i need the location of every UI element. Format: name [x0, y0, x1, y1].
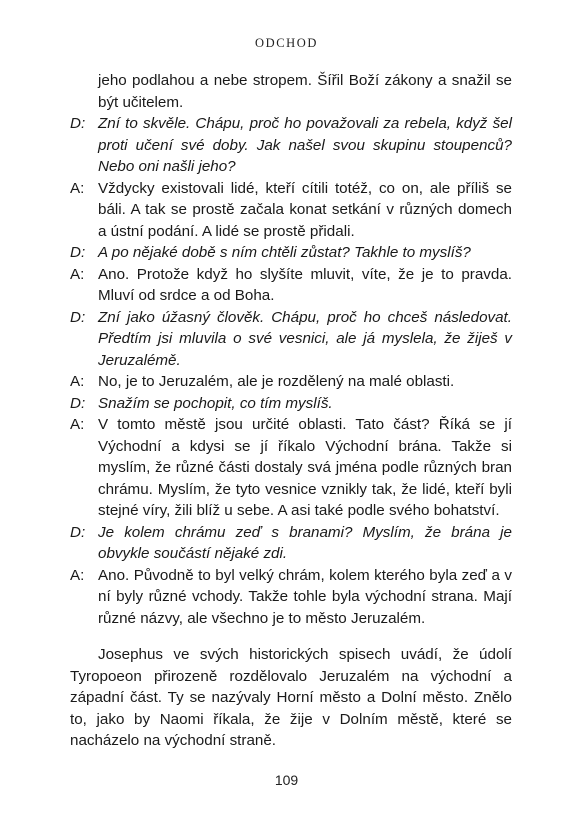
speaker-label: A: — [70, 566, 85, 584]
dialogue-text: No, je to Jeruzalém, ale je rozdělený na malé oblasti. — [98, 373, 455, 390]
dialogue-entry — [70, 113, 512, 178]
dialogue-entry — [70, 264, 512, 307]
dialogue-entry — [70, 565, 512, 630]
speaker-label: D: — [70, 115, 86, 132]
running-header: ODCHOD — [254, 36, 319, 50]
body-paragraph: Josephus ve svých historických spisech uvádí, že údolí Tyropoeon přirozeně rozdělovalo Jeruzalém na východní a západní část. Ty se nazývaly Horní město a Dolní město. Znělo to, jako by Naomi říkala, že žije v Dolním městě, které se nacházelo na východní straně. — [70, 646, 512, 749]
speaker-label: D: — [70, 244, 86, 261]
speaker-label: D: — [70, 394, 86, 412]
dialogue-text: Ano. Původně to byl velký chrám, kolem kterého byla zeď a v ní byly různé vchody. Takže tohle byla východní strana. Mají různé názvy, ale všechno je to město Jeruzalém. — [98, 566, 512, 627]
dialogue-block — [70, 70, 512, 629]
dialogue-entry — [70, 70, 512, 113]
dialogue-entry — [70, 522, 512, 565]
speaker-label: D: — [70, 308, 86, 326]
dialogue-text: Zní jako úžasný člověk. Chápu, proč ho chceš následovat. Předtím jsi mluvila o své vesnici, ale já myslela, že žiješ v Jeruzalémě. — [98, 308, 512, 369]
dialogue-entry — [70, 371, 512, 393]
page-number: 109 — [274, 772, 299, 788]
dialogue-entry — [70, 178, 512, 243]
dialogue-text: A po nějaké době s ním chtěli zůstat? Takhle to myslíš? — [98, 244, 471, 261]
dialogue-text: jeho podlahou a nebe stropem. Šířil Boží zákony a snažil se být učitelem. — [98, 72, 512, 111]
dialogue-entry — [70, 307, 512, 372]
speaker-label: A: — [70, 416, 85, 433]
dialogue-text: Ano. Protože když ho slyšíte mluvit, víte, že je to pravda. Mluví od srdce a od Boha. — [98, 265, 512, 304]
speaker-label: A: — [70, 265, 85, 283]
dialogue-text: Zní to skvěle. Chápu, proč ho považovali za rebela, když šel proti učení své doby. Jak našel svou skupinu stoupenců? Nebo oni našli jeho? — [98, 115, 512, 175]
speaker-label — [70, 70, 98, 113]
speaker-label: A: — [70, 179, 85, 197]
speaker-label: D: — [70, 523, 86, 541]
dialogue-entry — [70, 242, 512, 264]
dialogue-text: Je kolem chrámu zeď s branami? Myslím, že brána je obvykle součástí nějaké zdi. — [98, 523, 512, 562]
dialogue-text: Vždycky existovali lidé, kteří cítili totéž, co on, ale příliš se báli. A tak se prostě začala konat setkání v různých domech a ústní podání. A lidé se prostě přidali. — [98, 179, 512, 240]
dialogue-text: V tomto městě jsou určité oblasti. Tato část? Říká se jí Východní a kdysi se jí říkalo Východní brána. Takže si myslím, že různé části dostaly svá jména podle různých bran chrámu. Myslím, že tyto vesnice vznikly tak, že lidé, kteří byli stejné víry, žili blíž u sebe. A asi také podle svého bohatství. — [98, 416, 512, 519]
speaker-label: A: — [70, 373, 85, 390]
dialogue-text: Snažím se pochopit, co tím myslíš. — [98, 394, 333, 412]
dialogue-entry — [70, 393, 512, 415]
dialogue-entry — [70, 414, 512, 522]
